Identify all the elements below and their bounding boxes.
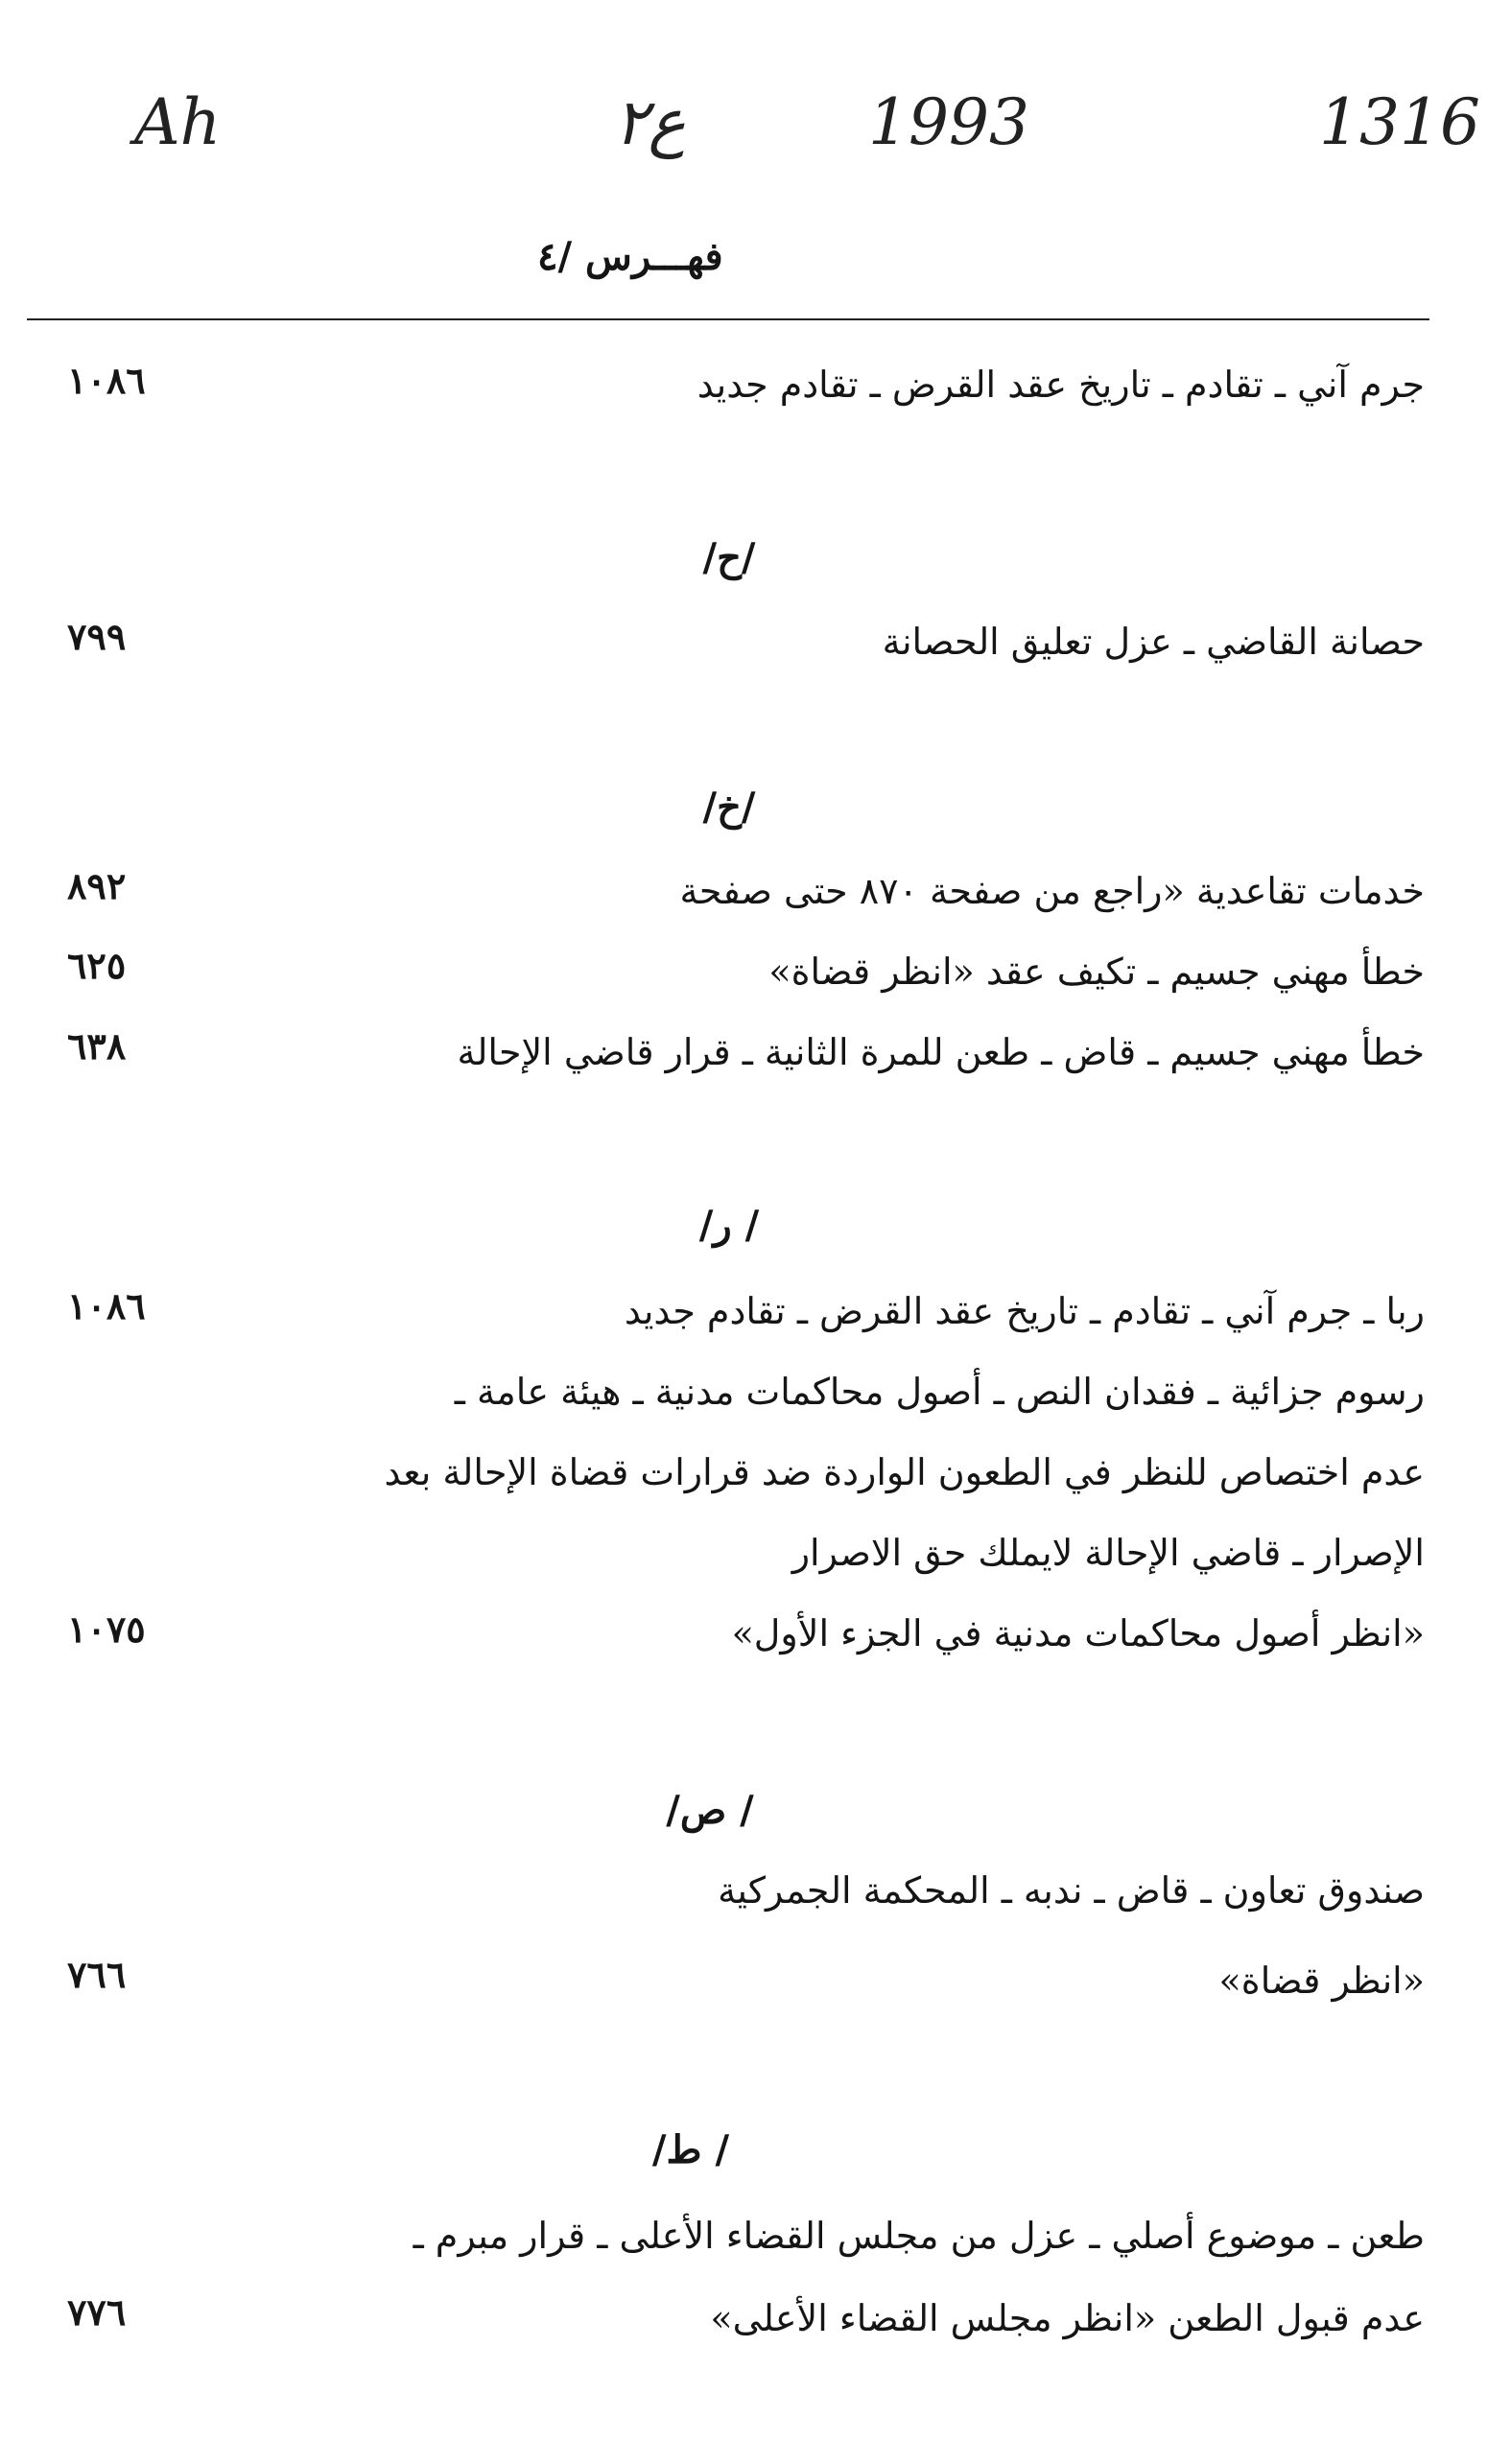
index-entry-line: «انظر أصول محاكمات مدنية في الجزء الأول» xyxy=(731,1612,1425,1654)
index-entry-page: ٦٣٨ xyxy=(67,1024,127,1068)
header-divider xyxy=(27,318,1429,320)
index-entry-text: حصانة القاضي ـ عزل تعليق الحصانة xyxy=(882,621,1425,663)
index-entry-page: ١٠٧٥ xyxy=(67,1607,146,1651)
index-entry-line: طعن ـ موضوع أصلي ـ عزل من مجلس القضاء الأعلى ـ قرار مبرم ـ xyxy=(413,2215,1425,2257)
index-entry-page: ١٠٨٦ xyxy=(67,1284,146,1327)
index-entry-text: خدمات تقاعدية «راجع من صفحة ٨٧٠ حتى صفحة xyxy=(679,870,1425,912)
index-entry-line: الإصرار ـ قاضي الإحالة لايملك حق الاصرار xyxy=(791,1532,1425,1574)
section-heading-saad: / ص/ xyxy=(666,1788,754,1833)
section-heading-raa: / ر/ xyxy=(698,1203,760,1248)
handwritten-number: 1316 xyxy=(1319,85,1480,159)
handwritten-year: 1993 xyxy=(868,85,1029,159)
index-entry-text: خطأ مهني جسيم ـ تكيف عقد «انظر قضاة» xyxy=(768,950,1425,993)
index-entry-page: ٦٢٥ xyxy=(67,944,127,987)
section-heading-haa: /ح/ xyxy=(702,535,756,580)
handwritten-code: ع٢ xyxy=(614,85,686,159)
index-entry-page: ٧٧٦ xyxy=(67,2290,127,2334)
index-entry-page: ٨٩٢ xyxy=(67,864,127,907)
index-entry-page: ١٠٨٦ xyxy=(67,359,146,402)
index-entry-text: خطأ مهني جسيم ـ قاض ـ طعن للمرة الثانية ـ قرار قاضي الإحالة xyxy=(457,1031,1425,1073)
index-entry-line: رسوم جزائية ـ فقدان النص ـ أصول محاكمات مدنية ـ هيئة عامة ـ xyxy=(454,1371,1425,1413)
index-entry-line: عدم اختصاص للنظر في الطعون الواردة ضد قرارات قضاة الإحالة بعد xyxy=(384,1451,1425,1493)
index-entry-text: جرم آني ـ تقادم ـ تاريخ عقد القرض ـ تقادم جديد xyxy=(696,364,1425,406)
index-entry-line: صندوق تعاون ـ قاض ـ ندبه ـ المحكمة الجمركية xyxy=(718,1869,1425,1912)
index-entry-text: ربا ـ جرم آني ـ تقادم ـ تاريخ عقد القرض ـ تقادم جديد xyxy=(624,1290,1425,1332)
index-entry-page: ٧٦٦ xyxy=(67,1953,127,1996)
section-heading-khaa: /خ/ xyxy=(702,785,756,830)
index-entry-line: «انظر قضاة» xyxy=(1218,1959,1425,2002)
page-title: فهـــرس /٤ xyxy=(537,234,723,279)
index-entry-line: عدم قبول الطعن «انظر مجلس القضاء الأعلى» xyxy=(710,2297,1425,2339)
section-heading-taa: / ط/ xyxy=(651,2127,730,2172)
index-entry-page: ٧٩٩ xyxy=(67,615,127,658)
handwritten-initials: Ah xyxy=(134,85,222,159)
